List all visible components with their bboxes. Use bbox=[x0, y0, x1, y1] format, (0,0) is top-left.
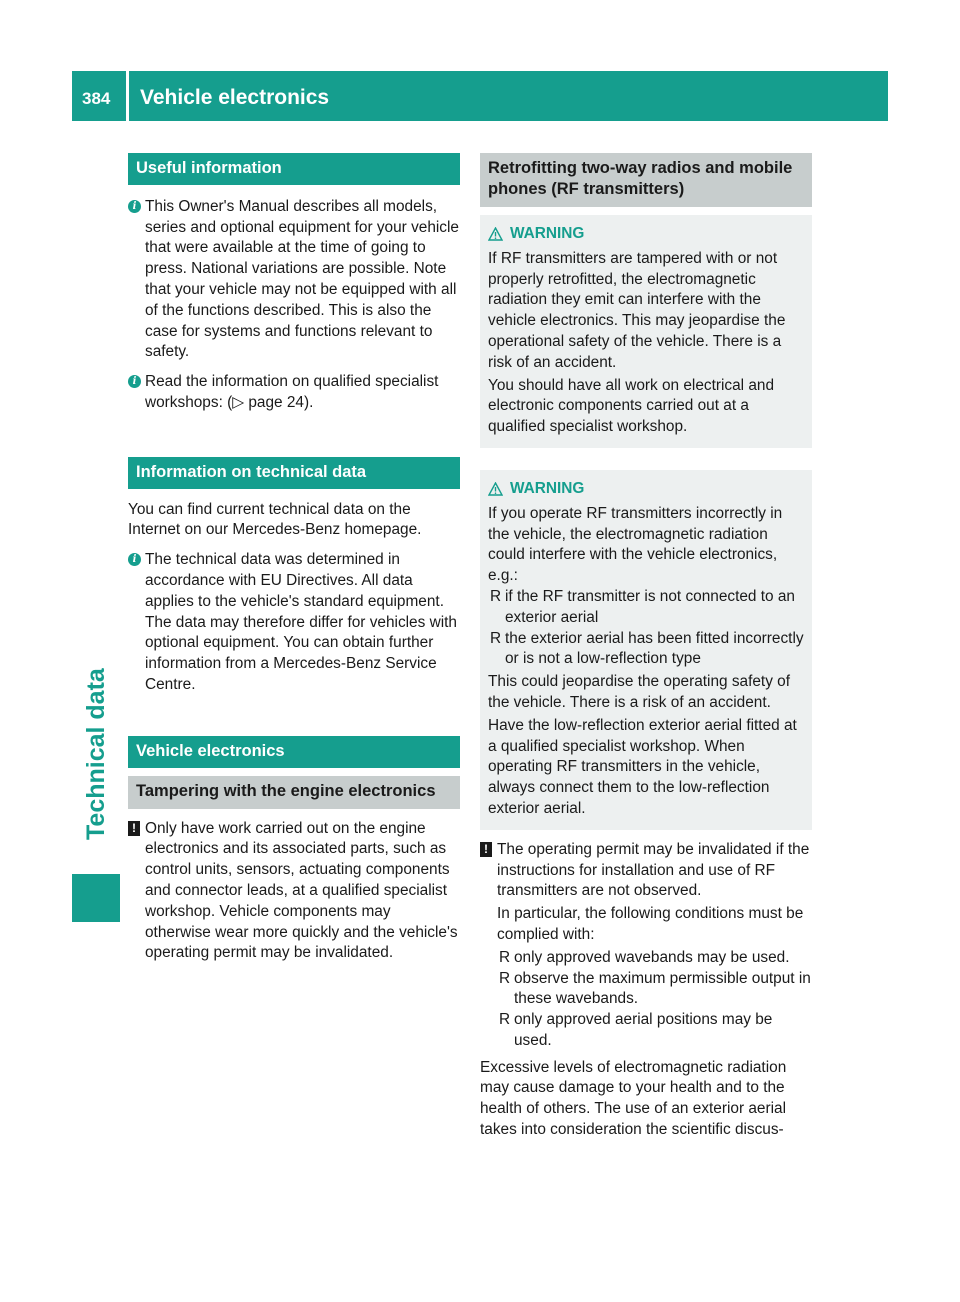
list-item bbox=[488, 587, 804, 629]
heading-retrofitting: Retrofitting two-way radios and mobile phones (RF transmitters) bbox=[480, 153, 812, 207]
warning-text: If RF transmitters are tampered with or not properly retrofitted, the electromagnetic radiation they emit can interfere with the vehicle electronics. This may jeopardise the operational safety of the vehicle. There is a risk of an accident. bbox=[488, 249, 786, 371]
warning-text: Have the low-reflection exterior aerial fitted at a qualified specialist workshop. When operating RF transmitters in the vehicle, always connect them to the low-reflection exterior aerial. bbox=[488, 716, 797, 817]
notice-note bbox=[128, 819, 460, 965]
header-divider bbox=[126, 71, 129, 121]
chapter-label: Technical data bbox=[82, 668, 110, 840]
note-text: The operating permit may be invalidated if the instructions for installation and use of RF transmitters are not observed. bbox=[497, 840, 810, 900]
note-text: In particular, the following conditions must be complied with: bbox=[497, 905, 804, 943]
warning-box bbox=[480, 470, 812, 830]
warning-header bbox=[488, 224, 804, 245]
info-icon: i bbox=[128, 200, 141, 213]
list-item-text: only approved wavebands may be used. bbox=[514, 948, 790, 966]
chapter-marker bbox=[72, 874, 120, 922]
warning-text: This could jeopardise the operating safety of the vehicle. There is a risk of an accident. bbox=[488, 673, 791, 711]
list-item-text: the exterior aerial has been fitted incorrectly or is not a low-reflection type bbox=[505, 629, 804, 668]
heading-vehicle-electronics: Vehicle electronics bbox=[128, 736, 460, 768]
info-icon: i bbox=[128, 553, 141, 566]
warning-header bbox=[488, 479, 804, 500]
chapter-sidebar bbox=[72, 560, 120, 840]
heading-technical-data: Information on technical data bbox=[128, 457, 460, 489]
page-number: 384 bbox=[82, 89, 111, 108]
exclamation-icon: ! bbox=[480, 842, 492, 857]
tech-data-paragraph: You can find current technical data on the Internet on our Mercedes-Benz homepage. bbox=[128, 500, 422, 539]
left-column bbox=[128, 153, 460, 964]
right-column bbox=[480, 153, 812, 1141]
workshop-reference[interactable]: Read the information on qualified specialist workshops: (▷ page 24). bbox=[145, 373, 439, 411]
subheading-tampering: Tampering with the engine electronics bbox=[128, 776, 460, 809]
bullet-icon: R bbox=[499, 948, 511, 966]
warning-triangle-icon bbox=[488, 482, 503, 496]
notice-note bbox=[480, 840, 812, 1052]
list-item bbox=[497, 969, 812, 1011]
warning-label: WARNING bbox=[510, 479, 585, 497]
info-icon: i bbox=[128, 375, 141, 388]
closing-paragraph: Excessive levels of electromagnetic radiation may cause damage to your health and to the health of others. The use of an exterior aerial takes into consideration the scientific discus- bbox=[480, 1058, 787, 1139]
list-item bbox=[497, 1010, 812, 1052]
warning-text: If you operate RF transmitters incorrectly in the vehicle, the electromagnetic radiation could interfere with the vehicle electronics, e.g.: bbox=[488, 504, 783, 585]
note-text: Only have work carried out on the engine electronics and its associated parts, such as control units, sensors, actuating components and connector leads, at a qualified specialist workshop. Vehicle components may otherwise wear more quickly and the vehicle's operating permit may be invalidated. bbox=[145, 819, 458, 962]
bullet-icon: R bbox=[490, 629, 502, 647]
note-text: The technical data was determined in accordance with EU Directives. All data applies to the vehicle's standard equipment. The data may therefore differ for vehicles with optional equipment. You can obtain further information from a Mercedes-Benz Service Centre. bbox=[145, 551, 457, 693]
list-item bbox=[488, 629, 804, 671]
note-text: This Owner's Manual describes all models, series and optional equipment for your vehicle that were available at the time of going to press. National variations are possible. Note that your vehicle may not be equipped with all of the functions described. This is also the case for systems and functions relevant to safety. bbox=[145, 197, 459, 361]
exclamation-icon: ! bbox=[128, 821, 140, 836]
info-note bbox=[128, 372, 460, 414]
bullet-icon: R bbox=[499, 1011, 511, 1029]
list-item-text: if the RF transmitter is not connected to an exterior aerial bbox=[505, 587, 795, 626]
list-item-text: only approved aerial positions may be used. bbox=[514, 1011, 773, 1049]
info-note bbox=[128, 550, 460, 696]
bullet-icon: R bbox=[499, 969, 511, 987]
list-item bbox=[497, 948, 812, 969]
warning-label: WARNING bbox=[510, 225, 585, 242]
warning-box bbox=[480, 215, 812, 448]
page-title: Vehicle electronics bbox=[140, 86, 330, 109]
warning-text: You should have all work on electrical and electronic components carried out at a qualified specialist workshop. bbox=[488, 376, 775, 436]
page-header bbox=[72, 71, 888, 121]
warning-triangle-icon bbox=[488, 227, 503, 241]
bullet-icon: R bbox=[490, 587, 502, 605]
list-item-text: observe the maximum permissible output in these wavebands. bbox=[514, 969, 811, 1008]
heading-useful-information: Useful information bbox=[128, 153, 460, 185]
info-note bbox=[128, 197, 460, 363]
